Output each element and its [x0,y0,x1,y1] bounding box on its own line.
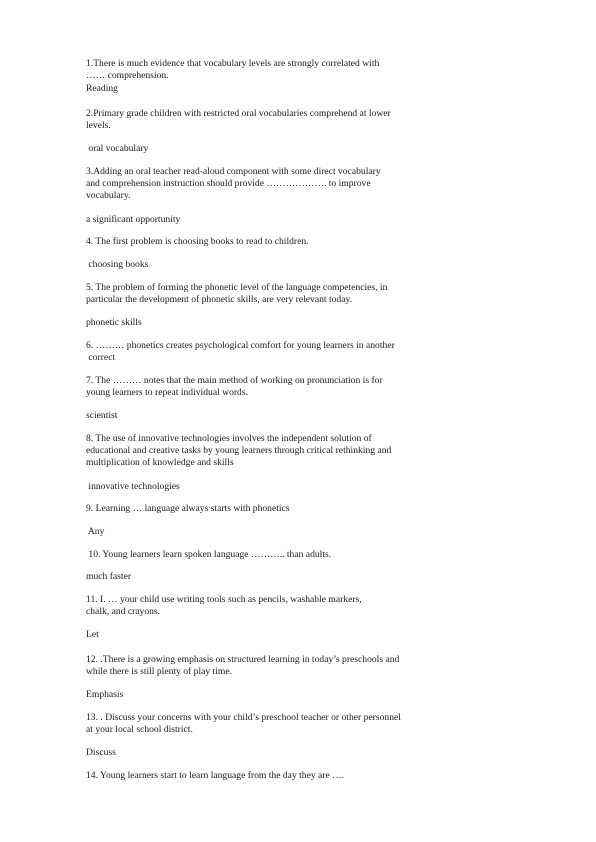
question-line: 12. .There is a growing emphasis on structured learning in today’s preschools and [86,654,400,665]
question-11 [86,594,458,618]
question-line: 2.Primary grade children with restricted oral vocabularies comprehend at lower [86,108,391,119]
answer-10: much faster [86,571,132,582]
answer-1: Reading [86,83,118,94]
answer-13: Discuss [86,747,116,758]
question-12 [86,654,458,678]
question-line: young learners to repeat individual words. [86,387,248,399]
question-line: levels. [86,120,111,132]
answer-3: a significant opportunity [86,214,181,225]
answer-9: Any [86,526,105,537]
question-2 [86,108,458,132]
question-line: correct [86,352,116,364]
question-line: 9. Learning … language always starts with phonetics [86,503,290,514]
question-6 [86,340,458,364]
question-line: 13. . Discuss your concerns with your child’s preschool teacher or other personnel [86,712,401,723]
question-line: 6. ……… phonetics creates psychological comfort for young learners in another [86,340,395,351]
question-line: 5. The problem of forming the phonetic level of the language competencies, in [86,282,388,293]
question-line: 11. I. … your child use writing tools such as pencils, washable markers, [86,594,362,605]
question-line: at your local school district. [86,724,193,736]
question-3 [86,166,458,203]
question-line: educational and creative tasks by young learners through critical rethinking and [86,445,392,457]
question-line: 10. Young learners learn spoken language ……….. than adults. [86,549,332,560]
answer-11: Let [86,629,99,640]
question-7 [86,375,458,399]
question-9 [86,503,458,515]
question-13 [86,712,458,736]
answer-4: choosing books [86,259,149,270]
question-14 [86,770,458,782]
question-line: 1.There is much evidence that vocabulary levels are strongly correlated with [86,58,380,69]
question-8 [86,433,458,470]
question-5 [86,282,458,306]
question-line: while there is still plenty of play time. [86,666,233,678]
question-line: 8. The use of innovative technologies involves the independent solution of [86,433,372,444]
answer-5: phonetic skills [86,317,142,328]
question-line: 3.Adding an oral teacher read-aloud component with some direct vocabulary [86,166,381,177]
question-4 [86,236,458,248]
question-line: 14. Young learners start to learn language from the day they are …. [86,770,345,781]
answer-12: Emphasis [86,689,124,700]
question-line: vocabulary. [86,190,131,202]
question-line: chalk, and crayons. [86,606,161,618]
question-line: …… comprehension. [86,70,169,82]
question-line: 7. The ……… notes that the main method of working on pronunciation is for [86,375,383,386]
question-line: and comprehension instruction should provide ………………. to improve [86,178,371,190]
question-10 [86,549,458,561]
answer-2: oral vocabulary [86,143,149,154]
answer-8: innovative technologies [86,481,180,492]
question-line: particular the development of phonetic skills, are very relevant today. [86,294,353,306]
answer-7: scientist [86,410,118,421]
question-line: 4. The first problem is choosing books to read to children. [86,236,309,247]
question-1 [86,58,458,82]
question-line: multiplication of knowledge and skills [86,457,234,469]
